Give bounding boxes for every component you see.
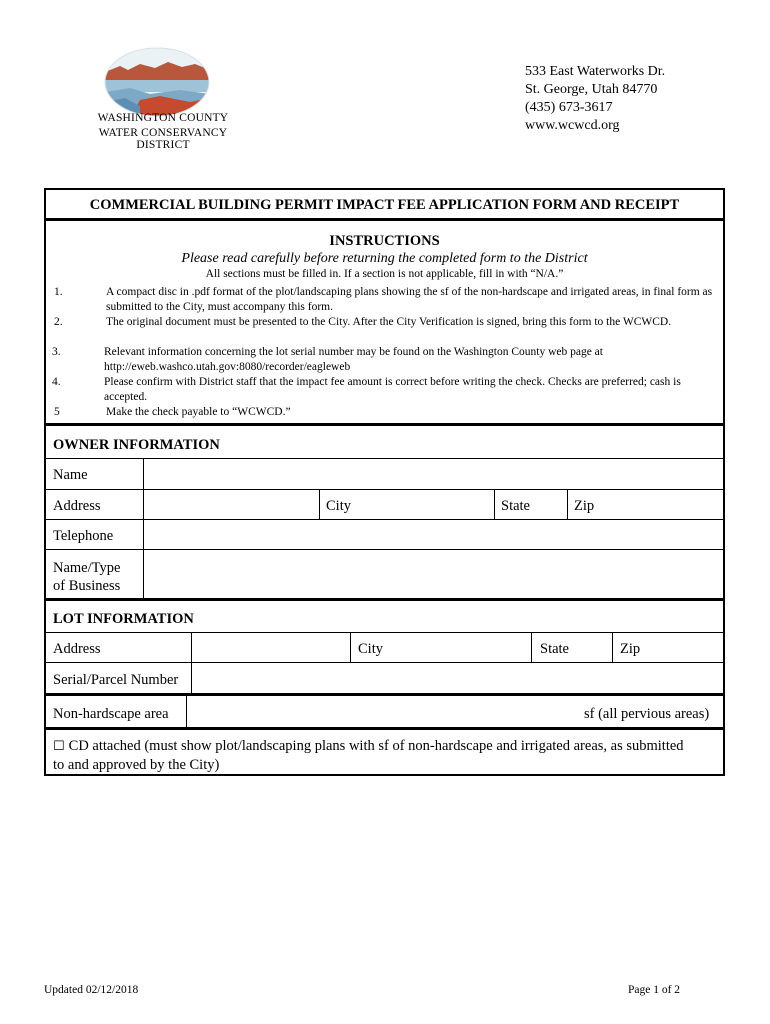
lot-zip-label: Zip xyxy=(620,641,641,657)
instructions-heading: INSTRUCTIONS xyxy=(329,233,440,249)
sf-note: sf (all pervious areas) xyxy=(584,706,710,722)
item-number: 3. xyxy=(52,346,61,358)
owner-city-label: City xyxy=(326,498,351,514)
instruction-item xyxy=(52,345,714,375)
divider xyxy=(46,632,723,633)
item-text: Please confirm with District staff that the impact fee amount is correct before writing the check. Checks are preferred; cash is accepted. xyxy=(104,376,681,403)
divider xyxy=(494,489,495,519)
owner-city-field[interactable] xyxy=(355,490,493,519)
owner-telephone-field[interactable] xyxy=(144,520,723,549)
serial-number-label: Serial/Parcel Number xyxy=(53,672,179,688)
nonhardscape-field[interactable] xyxy=(188,697,578,727)
item-text: Relevant information concerning the lot serial number may be found on the Washington County web page at http://eweb.washco.utah.gov:8080/recorder/eagleweb xyxy=(104,346,603,373)
section-divider xyxy=(46,598,723,601)
owner-state-label: State xyxy=(501,498,530,514)
owner-section-heading: OWNER INFORMATION xyxy=(53,437,220,453)
cd-attached-label: CD attached (must show plot/landscaping plans with sf of non-hardscape and irrigated areas, as submitted xyxy=(68,738,684,754)
section-divider xyxy=(46,693,723,696)
website-link[interactable]: www.wcwcd.org xyxy=(525,118,620,133)
owner-state-field[interactable] xyxy=(535,490,565,519)
item-number: 1. xyxy=(54,286,63,298)
divider xyxy=(350,632,351,662)
logo-text-district: WATER CONSERVANCY DISTRICT xyxy=(98,127,228,151)
lot-city-field[interactable] xyxy=(388,633,530,662)
owner-zip-label: Zip xyxy=(574,498,595,514)
instruction-item xyxy=(52,375,714,405)
instruction-item xyxy=(54,285,716,315)
item-number: 4. xyxy=(52,376,61,388)
district-address xyxy=(525,63,665,135)
updated-date: Updated 02/12/2018 xyxy=(44,984,139,996)
lot-zip-field[interactable] xyxy=(645,633,723,662)
business-type-label-line1: Name/Type xyxy=(53,560,121,576)
instructions-subheading: Please read carefully before returning the completed form to the District xyxy=(181,251,588,266)
lot-state-label: State xyxy=(540,641,569,657)
divider xyxy=(567,489,568,519)
divider xyxy=(612,632,613,662)
divider xyxy=(531,632,532,662)
nonhardscape-label: Non-hardscape area xyxy=(53,706,169,722)
owner-address-label: Address xyxy=(53,498,101,514)
divider xyxy=(186,696,187,728)
section-divider xyxy=(46,727,723,730)
page-number: Page 1 of 2 xyxy=(628,984,681,996)
item-text: Make the check payable to “WCWCD.” xyxy=(106,406,291,418)
form-title: COMMERCIAL BUILDING PERMIT IMPACT FEE APPLICATION FORM AND RECEIPT xyxy=(46,190,723,221)
business-type-label-line2: of Business xyxy=(53,578,121,594)
lot-state-field[interactable] xyxy=(575,633,611,662)
owner-name-field[interactable] xyxy=(144,459,723,489)
lot-city-label: City xyxy=(358,641,383,657)
item-text: A compact disc in .pdf format of the plot/landscaping plans showing the sf of the non-hardscape and irrigated areas, in final form as submitted to the City, must accompany this form. xyxy=(106,286,713,313)
lot-section-heading: LOT INFORMATION xyxy=(53,611,194,627)
lot-address-field[interactable] xyxy=(192,633,350,662)
instruction-item xyxy=(54,405,716,421)
serial-number-field[interactable] xyxy=(192,663,723,692)
divider xyxy=(319,489,320,519)
phone-number: (435) 673-3617 xyxy=(525,100,613,115)
lot-address-label: Address xyxy=(53,641,101,657)
item-text: The original document must be presented to the City. After the City Verification is signed, bring this form to the WCWCD. xyxy=(106,316,672,328)
business-type-field[interactable] xyxy=(144,550,723,598)
divider xyxy=(143,458,144,599)
logo-text-county: WASHINGTON COUNTY xyxy=(97,112,229,124)
owner-telephone-label: Telephone xyxy=(53,528,114,544)
cd-attached-label-cont: to and approved by the City) xyxy=(53,757,220,773)
business-type-label xyxy=(53,559,120,595)
address-line: 533 East Waterworks Dr. xyxy=(525,64,666,79)
instruction-item xyxy=(54,315,716,345)
instructions-section xyxy=(46,221,723,426)
owner-address-field[interactable] xyxy=(144,490,319,519)
owner-name-label: Name xyxy=(53,467,88,483)
owner-zip-field[interactable] xyxy=(600,490,723,519)
instructions-note: All sections must be filled in. If a section is not applicable, fill in with “N/A.” xyxy=(205,268,564,280)
cd-attached-checkbox[interactable]: ☐ xyxy=(53,739,65,754)
item-number: 2. xyxy=(54,316,63,328)
cd-attached-row xyxy=(53,737,718,774)
address-line: St. George, Utah 84770 xyxy=(525,82,658,97)
item-number: 5 xyxy=(54,406,60,418)
